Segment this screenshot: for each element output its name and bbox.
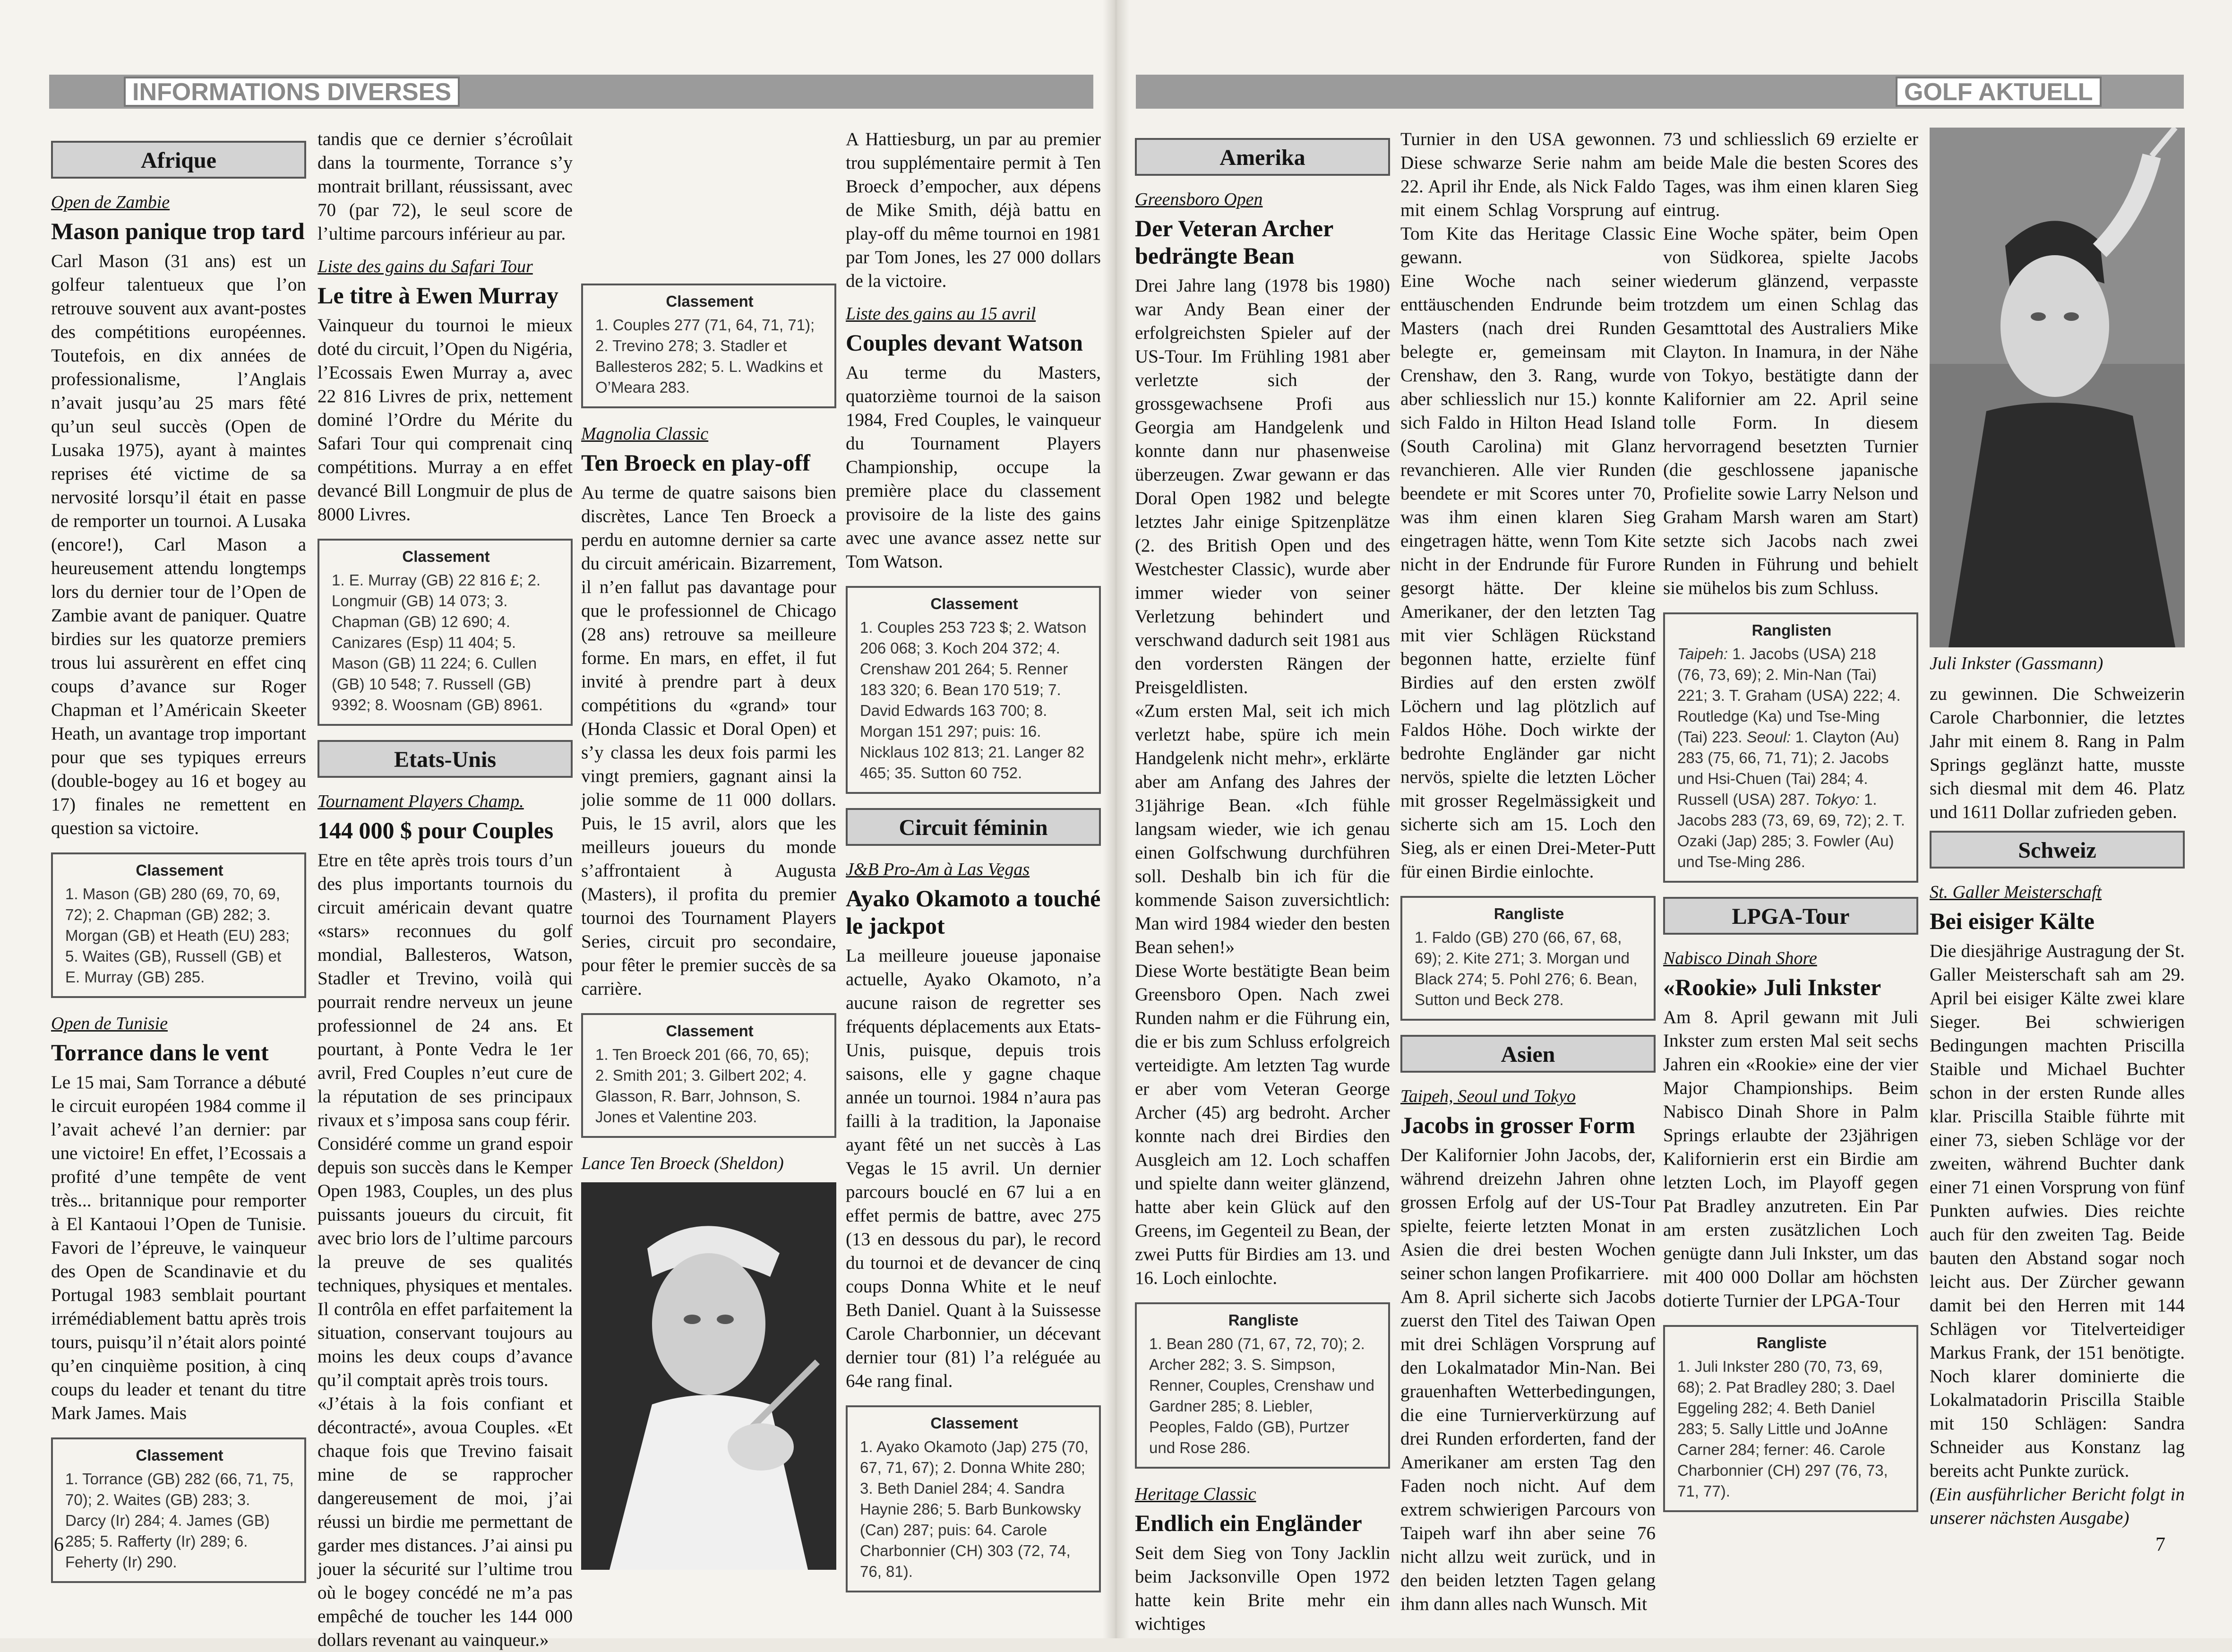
results-feminin: [846, 1405, 1101, 1592]
section-header: GOLF AKTUELL: [1896, 77, 2102, 107]
article-body: Diese Worte bestätigte Bean beim Greensboro Open. Nach zwei Runden nahm er die Führung ein, die er bis zum Schluss erfolgreich verteidigte. Am letzten Tag wurde er aber vom Veteran George Archer (45) arg bedroht. Archer konnte nach drei Birdies den Ausgleich am 12. Loch schaffen und spielte dann weiter glänzend, hatte aber kein Glück auf den Greens, im Gegenteil zu Bean, der zwei Putts für Birdies am 13. und 16. Loch einlochte.: [1135, 961, 1390, 1288]
kicker-tpc: Tournament Players Champ.: [318, 792, 524, 811]
article-body: Eine Woche nach seiner enttäuschenden Endrunde beim Masters (nach drei Runden belegte er, gemeinsam mit Crenshaw, den 3. Rang, wurde aber schliesslich nur 15.) konnte sich Faldo in Hilton Head Island (South Carolina) mit Glanz revanchieren. Alle vier Runden beendete er mit Scores unter 70, was ihm einen klaren Sieg eingetragen hätte, wenn Tom Kite nicht in der Endrunde für Furore gesorgt hätte. Der kleine Amerikaner, der den letzten Tag mit vier Schlägen Rückstand begonnen hatte, erzielte fünf Birdies auf den ersten zwölf Löchern und lag plötzlich auf Faldos Höhe. Doch wirkte der bedrohte Engländer gar nicht nervös, spielte die letzten Löcher mit grosser Regelmässigkeit und sicherte sich am 15. Loch den Sieg, als er einen Drei-Meter-Putt für einen Birdie einlochte.: [1400, 271, 1656, 882]
results-label: Taipeh:: [1677, 645, 1728, 663]
results-heritage: [1400, 896, 1656, 1021]
article-body: Drei Jahre lang (1978 bis 1980) war Andy Bean einer der erfolgreichsten Spieler auf der US-Tour. Im Frühling 1981 aber verletzte sich der grossgewachsene Profi aus Georgia am Handgelenk und konnte dann nur phasenweise überzeugen. Zwar gewann er das Doral Open 1982 und belegte letztes Jahr einige Spitzenplätze (2. des British Open und des Westchester Classic), wurde aber immer wieder von seiner Verletzung behindert und verschwand dadurch seit 1981 aus den vordersten Rängen der Preisgeldlisten.: [1135, 275, 1390, 697]
results-title: Classement: [136, 1446, 223, 1464]
results-text: 1. Couples 277 (71, 64, 71, 71); 2. Trevino 278; 3. Stadler et Ballesteros 282; 5. L. Wadkins et O’Meara 283.: [595, 316, 823, 396]
article-body: Eine Woche später, beim Open von Südkorea, spielte Jacobs wiederum glänzend, verpasste trotzdem um einen Schlag das Gesamttotal des Australiers Mike Clayton. In Inamura, in der Nähe von Tokyo, bestätigte dann der Kalifornier am 22. April seine tolle Form. In diesem hervorragend besetzten Turnier (die geschlossene japanische Profielite sowie Larry Nelson und Graham Marsh waren am Start) setzte sich Jacobs nach zwei Runden in Führung und behielt sie mühelos bis zum Schluss.: [1663, 224, 1918, 598]
section-header: INFORMATIONS DIVERSES: [124, 77, 460, 107]
results-tpc: [581, 284, 836, 408]
photo-caption: Lance Ten Broeck (Sheldon): [581, 1153, 784, 1173]
article-body: Au terme du Masters, quatorzième tournoi de la saison 1984, Fred Couples, le vainqueur du Tournament Players Championship, occupe la première place du classement provisoire de la liste des gains avec une avance assez nette sur Tom Watson.: [846, 362, 1101, 572]
article-body: Am 8. April sicherte sich Jacobs zuerst den Titel des Taiwan Open mit drei Schlägen Vorsprung auf den Lokalmatador Min-Nan. Bei grauenhaften Wetterbedingungen, die eine Turnierverkürzung auf drei Runden erforderten, fand der Amerikaner am ersten Tag den Faden noch nicht. Auf dem extrem schwierigen Parcours von Taipeh warf ihn aber seine 76 nicht allzu weit zurück, und in den beiden letzten Tagen gelang ihm dann alles nach Wunsch. Mit: [1400, 1287, 1656, 1614]
results-zambie: [51, 852, 306, 998]
results-title: Classement: [930, 595, 1018, 612]
kicker-asien: Taipeh, Seoul und Tokyo: [1400, 1086, 1576, 1106]
results-tunisie: [51, 1437, 306, 1583]
article-body: zu gewinnen. Die Schweizerin Carole Charbonnier, die letztes Jahr mit einem 8. Rang in Palm Springs geglänzt hatte, musste sich diesmal mit dem 46. Platz und 1611 Dollar zufrieden geben.: [1930, 684, 2185, 822]
column-8: [1930, 128, 2185, 1530]
article-body: Am 8. April gewann mit Juli Inkster zum ersten Mal seit sechs Jahren ein «Rookie» eine der vier Major Championships. Beim Nabisco Dinah Shore in Palm Springs erlaubte der 23jährigen Kalifornierin erst ein Birdie am letzten Loch, im Playoff gegen Pat Bradley anzutreten. Ein Par am ersten zusätzlichen Loch genügte dann Juli Inkster, um das mit 400 000 Dollar am höchsten dotierte Turnier der LPGA-Tour: [1663, 1007, 1918, 1311]
column-2: [318, 128, 573, 1652]
results-title: Classement: [666, 1022, 754, 1040]
kicker-greensboro: Greensboro Open: [1135, 189, 1263, 209]
headline-greensboro: Der Veteran Archer bedrängte Bean: [1135, 215, 1333, 269]
results-text: 1. Mason (GB) 280 (69, 70, 69, 72); 2. Chapman (GB) 282; 3. Morgan (GB) et Heath (EU) 283; 5. Waites (GB), Russell (GB) et E. Murray (GB) 285.: [65, 885, 290, 986]
results-title: Rangliste: [1494, 905, 1564, 922]
kicker-schweiz: St. Galler Meisterschaft: [1930, 882, 2102, 902]
kicker-tunisie: Open de Tunisie: [51, 1014, 168, 1033]
results-gains: [846, 586, 1101, 794]
article-body: «J’étais à la fois confiant et décontracté», avoua Couples. «Et chaque fois que Trevino faisait mine de se rapprocher dangereusement de moi, j’ai réussi un birdie me permettant de garder mes distances. J’ai ainsi pu jouer la sécurité sur l’ultime trou où le bogey concédé ne m’a pas empêché de toucher les 144 000 dollars revenant au vainqueur.»: [318, 1394, 573, 1650]
column-1: [51, 128, 306, 1597]
region-lpga: LPGA-Tour: [1663, 897, 1918, 935]
article-body: Vainqueur du tournoi le mieux doté du circuit, l’Open du Nigéria, l’Ecossais Ewen Murray a, avec 22 816 Livres de prix, nettement dominé l’Ordre du Mérite du Safari Tour qui comprenait cinq compétitions. Murray a en effet devancé Bill Longmuir de plus de 8000 Livres.: [318, 315, 573, 525]
headline-asien: Jacobs in grosser Form: [1400, 1112, 1635, 1138]
results-line: 1. Jacobs 283 (73, 69, 69, 72); 2. T. Ozaki (Jap) 285; 3. Fowler (Au) und Tse-Ming 286.: [1677, 791, 1905, 870]
results-greensboro: [1135, 1302, 1390, 1469]
results-title: Classement: [666, 293, 754, 310]
results-text: [1677, 644, 1906, 872]
results-text: 1. Ten Broeck 201 (66, 70, 65); 2. Smith 201; 3. Gilbert 202; 4. Glasson, R. Barr, Johnson, S. Jones et Valentine 203.: [595, 1046, 809, 1126]
headline-lpga: «Rookie» Juli Inkster: [1663, 974, 1881, 1000]
photo-ten-broeck: [581, 1182, 836, 1570]
article-body: Au terme de quatre saisons bien discrètes, Lance Ten Broeck a perdu en automne dernier sa carte du circuit américain. Bizarrement, il n’en fallut pas davantage pour que le professionnel de Chicago (28 ans) retrouve sa meilleure forme. En mars, en effet, il fut invité à prendre part à deux compétitions du «grand» tour (Honda Classic et Doral Open) et s’y classa les deux fois parmi les vingt premiers, gagnant ainsi la jolie somme de 11 000 dollars. Puis, le 15 avril, alors que les meilleurs joueurs du monde s’affrontaient à Augusta (Masters), il profita du premier tournoi des Tournament Players Series, circuit pro secondaire, pour fêter le premier succès de sa carrière.: [581, 482, 836, 999]
results-title: Ranglisten: [1751, 621, 1832, 639]
kicker-heritage: Heritage Classic: [1135, 1484, 1256, 1504]
kicker-gains: Liste des gains au 15 avril: [846, 304, 1036, 324]
photo-caption: Juli Inkster (Gassmann): [1930, 654, 2103, 673]
page-number: 7: [2155, 1534, 2165, 1556]
results-label: Seoul:: [1746, 728, 1791, 746]
photo-juli-inkster: [1930, 128, 2185, 647]
article-body: Seit dem Sieg von Tony Jacklin beim Jacksonville Open 1972 hatte kein Brite mehr ein wichtiges: [1135, 1543, 1390, 1634]
page-number: 6: [54, 1534, 64, 1556]
results-text: 1. Bean 280 (71, 67, 72, 70); 2. Archer 282; 3. S. Simpson, Renner, Couples, Crenshaw und Gardner 285; 8. Liebler, Peoples, Faldo (GB), Purtzer und Rose 286.: [1149, 1335, 1374, 1456]
headline-gains: Couples devant Watson: [846, 329, 1083, 356]
results-text: 1. Juli Inkster 280 (70, 73, 69, 68); 2. Pat Bradley 280; 3. Dael Eggeling 282; 4. Beth Daniel 283; 5. Sally Little und JoAnne Carner 284; ferner: 46. Carole Charbonnier (CH) 297 (76, 73, 71, 77).: [1677, 1358, 1895, 1500]
column-6: [1400, 128, 1656, 1616]
headline-safari: Le titre à Ewen Murray: [318, 282, 559, 309]
kicker-zambie: Open de Zambie: [51, 192, 170, 212]
article-body: Turnier in den USA gewonnen. Diese schwarze Serie nahm am 22. April ihr Ende, als Nick Faldo mit einem Schlag Vorsprung auf Tom Kite das Heritage Classic gewann.: [1400, 129, 1656, 267]
article-body: tandis que ce dernier s’écroûlait dans la tourmente, Torrance s’y montrait brillant, réussissant, avec 70 (par 72), le seul score de l’ultime parcours inférieur au par.: [318, 129, 573, 244]
column-3: [581, 128, 836, 1570]
results-title: Classement: [930, 1414, 1018, 1432]
column-4: [846, 128, 1101, 1607]
results-magnolia: [581, 1013, 836, 1138]
headline-schweiz: Bei eisiger Kälte: [1930, 908, 2095, 934]
region-schweiz: Schweiz: [1930, 831, 2185, 869]
article-note: (Ein ausführlicher Bericht folgt in unserer nächsten Ausgabe): [1930, 1484, 2185, 1528]
kicker-feminin: J&B Pro-Am à Las Vegas: [846, 860, 1030, 879]
results-text: 1. E. Murray (GB) 22 816 £; 2. Longmuir (GB) 14 073; 3. Chapman (GB) 12 690; 4. Canizares (Esp) 11 404; 5. Mason (GB) 11 224; 6. Cullen (GB) 10 548; 7. Russell (GB) 9392; 8. Woosnam (GB) 8961.: [332, 571, 543, 714]
region-afrique: Afrique: [51, 141, 306, 179]
region-amerika: Amerika: [1135, 138, 1390, 176]
kicker-safari: Liste des gains du Safari Tour: [318, 257, 533, 276]
article-body: Le 15 mai, Sam Torrance a débuté le circuit européen 1984 comme il l’avait achevé l’an dernier: par une victoire! En effet, l’Ecossais a profité d’une tempête de vent très... britannique pour remporter à El Kantaoui l’Open de Tunisie. Favori de l’épreuve, le vainqueur des Open de Scandinavie et du Portugal 1983 semblait pourtant irrémédiablement battu après trois tours, puisqu’il n’était alors pointé qu’en cinquième position, à cinq coups du leader et tenant du titre Mark James. Mais: [51, 1072, 306, 1423]
article-body: Etre en tête après trois tours d’un des plus importants tournois du circuit américain devant quatre «stars» reconnues du golf mondial, Ballesteros, Watson, Stadler et Trevino, voilà qui pourrait rendre nerveux un jeune professionnel de 24 ans. Et pourtant, à Ponte Vedra le 1er avril, Fred Couples n’eut cure de la réputation de ses principaux rivaux et s’imposa sans coup férir.: [318, 850, 573, 1130]
region-etats-unis: Etats-Unis: [318, 740, 573, 778]
article-body: 73 und schliesslich 69 erzielte er beide Male die besten Scores des Tages, was ihm einen klaren Sieg eintrug.: [1663, 129, 1918, 220]
article-body: A Hattiesburg, un par au premier trou supplémentaire permit à Ten Broeck d’empocher, aux dépens de Mike Smith, déjà battu en play-off du même tournoi en 1981 par Tom Jones, les 27 000 dollars de la victoire.: [846, 129, 1101, 291]
headline-magnolia: Ten Broeck en play-off: [581, 449, 810, 476]
right-page: [1116, 0, 2232, 1638]
region-asien: Asien: [1400, 1035, 1656, 1073]
region-feminin: Circuit féminin: [846, 808, 1101, 846]
article-body: Der Kalifornier John Jacobs, der, während dreizehn Jahren ohne grossen Erfolg auf der US-Tour spielte, feierte letzten Monat in Asien die drei besten Wochen seiner schon langen Profikarriere.: [1400, 1145, 1656, 1283]
headline-tunisie: Torrance dans le vent: [51, 1039, 269, 1066]
results-text: 1. Torrance (GB) 282 (66, 71, 75, 70); 2. Waites (GB) 283; 3. Darcy (Ir) 284; 4. James (GB) 285; 5. Rafferty (Ir) 289; 6. Feherty (Ir) 290.: [65, 1470, 294, 1571]
results-title: Classement: [136, 861, 223, 879]
article-body: Carl Mason (31 ans) est un golfeur talentueux que l’on retrouve souvent aux avant-postes des compétitions européennes. Toutefois, en dix années de professionalisme, l’Anglais n’avait jusqu’au 25 mars fêté qu’un seul succès (Open de Lusaka 1975), ayant à maintes reprises été victime de sa nervosité lorsqu’il était en passe de remporter un tournoi. A Lusaka (encore!), Carl Mason a heureusement attendu longtemps lors du dernier tour de l’Open de Zambie avant de paniquer. Quatre birdies sur les quatorze premiers trous lui assurèrent en effet cinq coups d’avance sur Roger Chapman et l’Américain Skeeter Heath, un avantage trop important pour que ses typiques erreurs (double-bogey au 16 et bogey au 17) finales ne remettent en question sa victoire.: [51, 251, 306, 838]
results-label: Tokyo:: [1814, 791, 1860, 808]
golfer-photo-illustration: [581, 1182, 836, 1570]
column-7: [1663, 128, 1918, 1526]
headline-tpc: 144 000 $ pour Couples: [318, 817, 554, 843]
article-body: Die diesjährige Austragung der St. Galler Meisterschaft sah am 29. April bei eisiger Kälte zwei klare Sieger. Bei schwierigen Bedingungen machten Priscilla Staible und Michael Buchter schon in der ersten Runde alles klar. Priscilla Staible führte mit einer 73, sieben Schläge vor der zweiten, während Buchter dank einer 71 einen Vorsprung von fünf Punkten aufwies. Dies reichte auch für den zweiten Tag. Beide bauten den Abstand sogar noch leicht aus. Der Zürcher gewann damit bei den Herren mit 144 Schlägen vor Titelverteidiger Markus Frank, der 151 benötigte. Noch klarer dominierte die Lokalmatadorin Priscilla Staible mit 150 Schlägen: Sandra Schneider aus Konstanz lag bereits acht Punkte zurück.: [1930, 941, 2185, 1481]
golfer-photo-illustration: [1930, 128, 2185, 647]
results-title: Rangliste: [1756, 1334, 1827, 1351]
results-asien: [1663, 612, 1918, 883]
kicker-magnolia: Magnolia Classic: [581, 424, 709, 444]
kicker-lpga: Nabisco Dinah Shore: [1663, 948, 1817, 968]
results-line: 1. Jacobs (USA) 218 (76, 73, 69); 2. Min-Nan (Tai) 221; 3. T. Graham (USA) 222; 4. Routledge (Ka) und Tse-Ming (Tai) 223.: [1677, 645, 1901, 746]
results-line: 1. Clayton (Au) 283 (75, 66, 71, 71); 2. Jacobs und Hsi-Chuen (Tai) 284; 4. Russell (USA) 287.: [1677, 728, 1899, 808]
headline-zambie: Mason panique trop tard: [51, 218, 305, 244]
results-safari: [318, 539, 573, 726]
results-title: Rangliste: [1228, 1311, 1299, 1329]
left-page: [0, 0, 1116, 1650]
results-text: 1. Faldo (GB) 270 (66, 67, 68, 69); 2. Kite 271; 3. Morgan und Black 274; 5. Pohl 276; 6. Bean, Sutton und Beck 278.: [1415, 929, 1638, 1008]
results-title: Classement: [402, 548, 490, 565]
results-text: 1. Couples 253 723 $; 2. Watson 206 068; 3. Koch 204 372; 4. Crenshaw 201 264; 5. Renner 183 320; 6. Bean 170 519; 7. David Edwards 163 700; 8. Morgan 151 297; puis: 16. Nicklaus 102 813; 21. Langer 82 465; 35. Sutton 60 752.: [860, 619, 1087, 782]
results-lpga: [1663, 1325, 1918, 1512]
article-body: La meilleure joueuse japonaise actuelle, Ayako Okamoto, n’a aucune raison de regretter ses fréquents déplacements aux Etats-Unis, puisque, depuis trois saisons, elle y gagne chaque année un tournoi. 1984 n’aura pas failli à la tradition, la Japonaise ayant fêté un net succès à Las Vegas le 15 avril. Un dernier parcours bouclé en 67 lui a en effet permis de battre, avec 275 (13 en dessous du par), le record du tournoi et de devancer de cinq coups Donna White et le neuf Beth Daniel. Quant à la Suissesse Carole Charbonnier, un décevant dernier tour (81) l’a reléguée au 64e rang final.: [846, 946, 1101, 1391]
headline-heritage: Endlich ein Engländer: [1135, 1510, 1362, 1536]
column-5: [1135, 128, 1390, 1636]
article-body: Considéré comme un grand espoir depuis son succès dans le Kemper Open 1983, Couples, un des plus puissants joueurs du circuit, fit avec brio lors de l’ultime parcours la preuve de ses qualités techniques, physiques et mentales. Il contrôla en effet parfaitement la situation, conservant toujours au moins les deux coups d’avance qu’il comptait après trois tours.: [318, 1134, 573, 1390]
headline-feminin: Ayako Okamoto a touché le jackpot: [846, 885, 1101, 939]
results-text: 1. Ayako Okamoto (Jap) 275 (70, 67, 71, 67); 2. Donna White 280; 3. Beth Daniel 284; 4. Sandra Haynie 286; 5. Barb Bunkowsky (Can) 287; puis: 64. Carole Charbonnier (CH) 303 (72, 74, 76, 81).: [860, 1438, 1089, 1580]
article-body: «Zum ersten Mal, seit ich mich verletzt habe, spüre ich mein Handgelenk nicht mehr», erklärte aber am Anfang des Jahres der 31jährige Bean. «Ich fühle langsam wieder, wie ich genau einen Golfschwung durchführen soll. Deshalb bin ich für die kommende Saison zuversichtlich: Man wird 1984 wieder den besten Bean sehen!»: [1135, 701, 1390, 957]
page-gutter: [1103, 0, 1129, 1638]
